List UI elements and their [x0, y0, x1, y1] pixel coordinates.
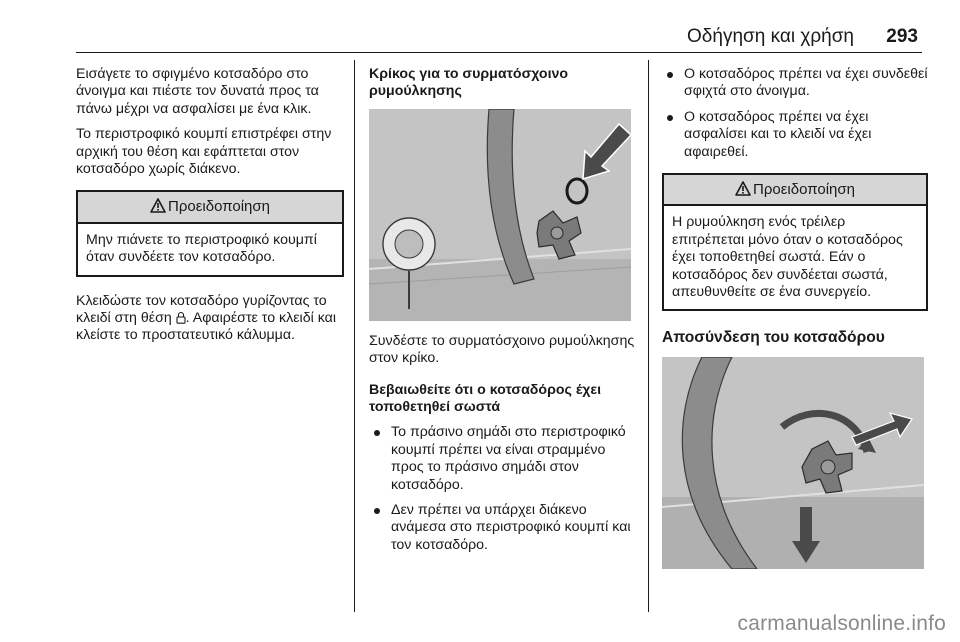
watermark: carmanualsonline.info: [737, 612, 946, 635]
column-divider-1: [354, 60, 355, 612]
paragraph-connect-rope: Συνδέστε το συρματόσχοινο ρυμούλκησης στον κρίκο.: [369, 332, 635, 367]
warning-box-1: [76, 190, 344, 276]
warning-box-2: [662, 173, 928, 311]
check-list: [369, 424, 635, 554]
list-item: Ο κοτσαδόρος πρέπει να έχει ασφαλίσει και το κλειδί να έχει αφαιρεθεί.: [662, 109, 928, 161]
lock-text-start: Κλειδώστε τον κοτσαδόρο γυρίζοντας το κλειδί στη θέση: [76, 292, 327, 327]
column-3: [662, 66, 928, 581]
paragraph-knob-return: Το περιστροφικό κουμπί επιστρέφει στην αρχική του θέση και εφάπτεται στον κοτσαδόρο χωρίς διάκενο.: [76, 126, 332, 178]
subheading-tow-ring: Κρίκος για το συρματόσχοινο ρυμούλκησης: [369, 66, 569, 100]
warning-title: Προειδοποίηση: [168, 198, 270, 216]
column-2: [369, 66, 635, 562]
hitch-release-photo: [662, 357, 924, 569]
column-divider-2: [648, 60, 649, 612]
paragraph-lock-hitch: [76, 293, 344, 345]
warning-triangle-icon: [150, 198, 166, 213]
warning-title: Προειδοποίηση: [753, 181, 855, 199]
list-item: Το πράσινο σημάδι στο περιστροφικό κουμπί πρέπει να είναι στραμμένο προς το πράσινο σημάδι στον κοτσαδόρο.: [369, 424, 635, 494]
list-item: Ο κοτσαδόρος πρέπει να έχει συνδεθεί σφιχτά στο άνοιγμα.: [662, 66, 928, 101]
tow-ring-photo: [369, 109, 631, 321]
paragraph-insert-hitch: Εισάγετε το σφιγμένο κοτσαδόρο στο άνοιγμα και πιέστε τον δυνατά προς τα πάνω μέχρι να ασφαλίσει με ένα κλικ.: [76, 66, 319, 117]
list-item: Δεν πρέπει να υπάρχει διάκενο ανάμεσα στο περιστροφικό κουμπί και τον κοτσαδόρο.: [369, 502, 635, 554]
column-1: [76, 66, 344, 353]
check-list-continued: [662, 66, 928, 161]
warning-header: [78, 192, 342, 223]
warning-header: [664, 175, 926, 206]
page-section-title: Οδήγηση και χρήση: [687, 26, 854, 47]
warning-body: Η ρυμούλκηση ενός τρέιλερ επιτρέπεται μόνο όταν ο κοτσαδόρος έχει τοποθετηθεί σωστά. Εάν ο κοτσαδόρος δεν συνδέεται σωστά, απευθυνθείτε σε ένα συνεργείο.: [672, 214, 903, 301]
header-divider: [76, 52, 922, 53]
page-number: 293: [886, 26, 918, 47]
warning-body: Μην πιάνετε το περιστροφικό κουμπί όταν συνδέετε τον κοτσαδόρο.: [86, 231, 317, 266]
padlock-icon: [176, 311, 186, 324]
lock-text-end: . Αφαιρέστε το κλειδί και κλείστε το προστατευτικό κάλυμμα.: [76, 310, 336, 344]
subheading-check-hitch: Βεβαιωθείτε ότι ο κοτσαδόρος έχει τοποθετηθεί σωστά: [369, 381, 602, 416]
section-heading-disconnect: Αποσύνδεση του κοτσαδόρου: [662, 329, 885, 347]
warning-triangle-icon: [735, 181, 751, 196]
